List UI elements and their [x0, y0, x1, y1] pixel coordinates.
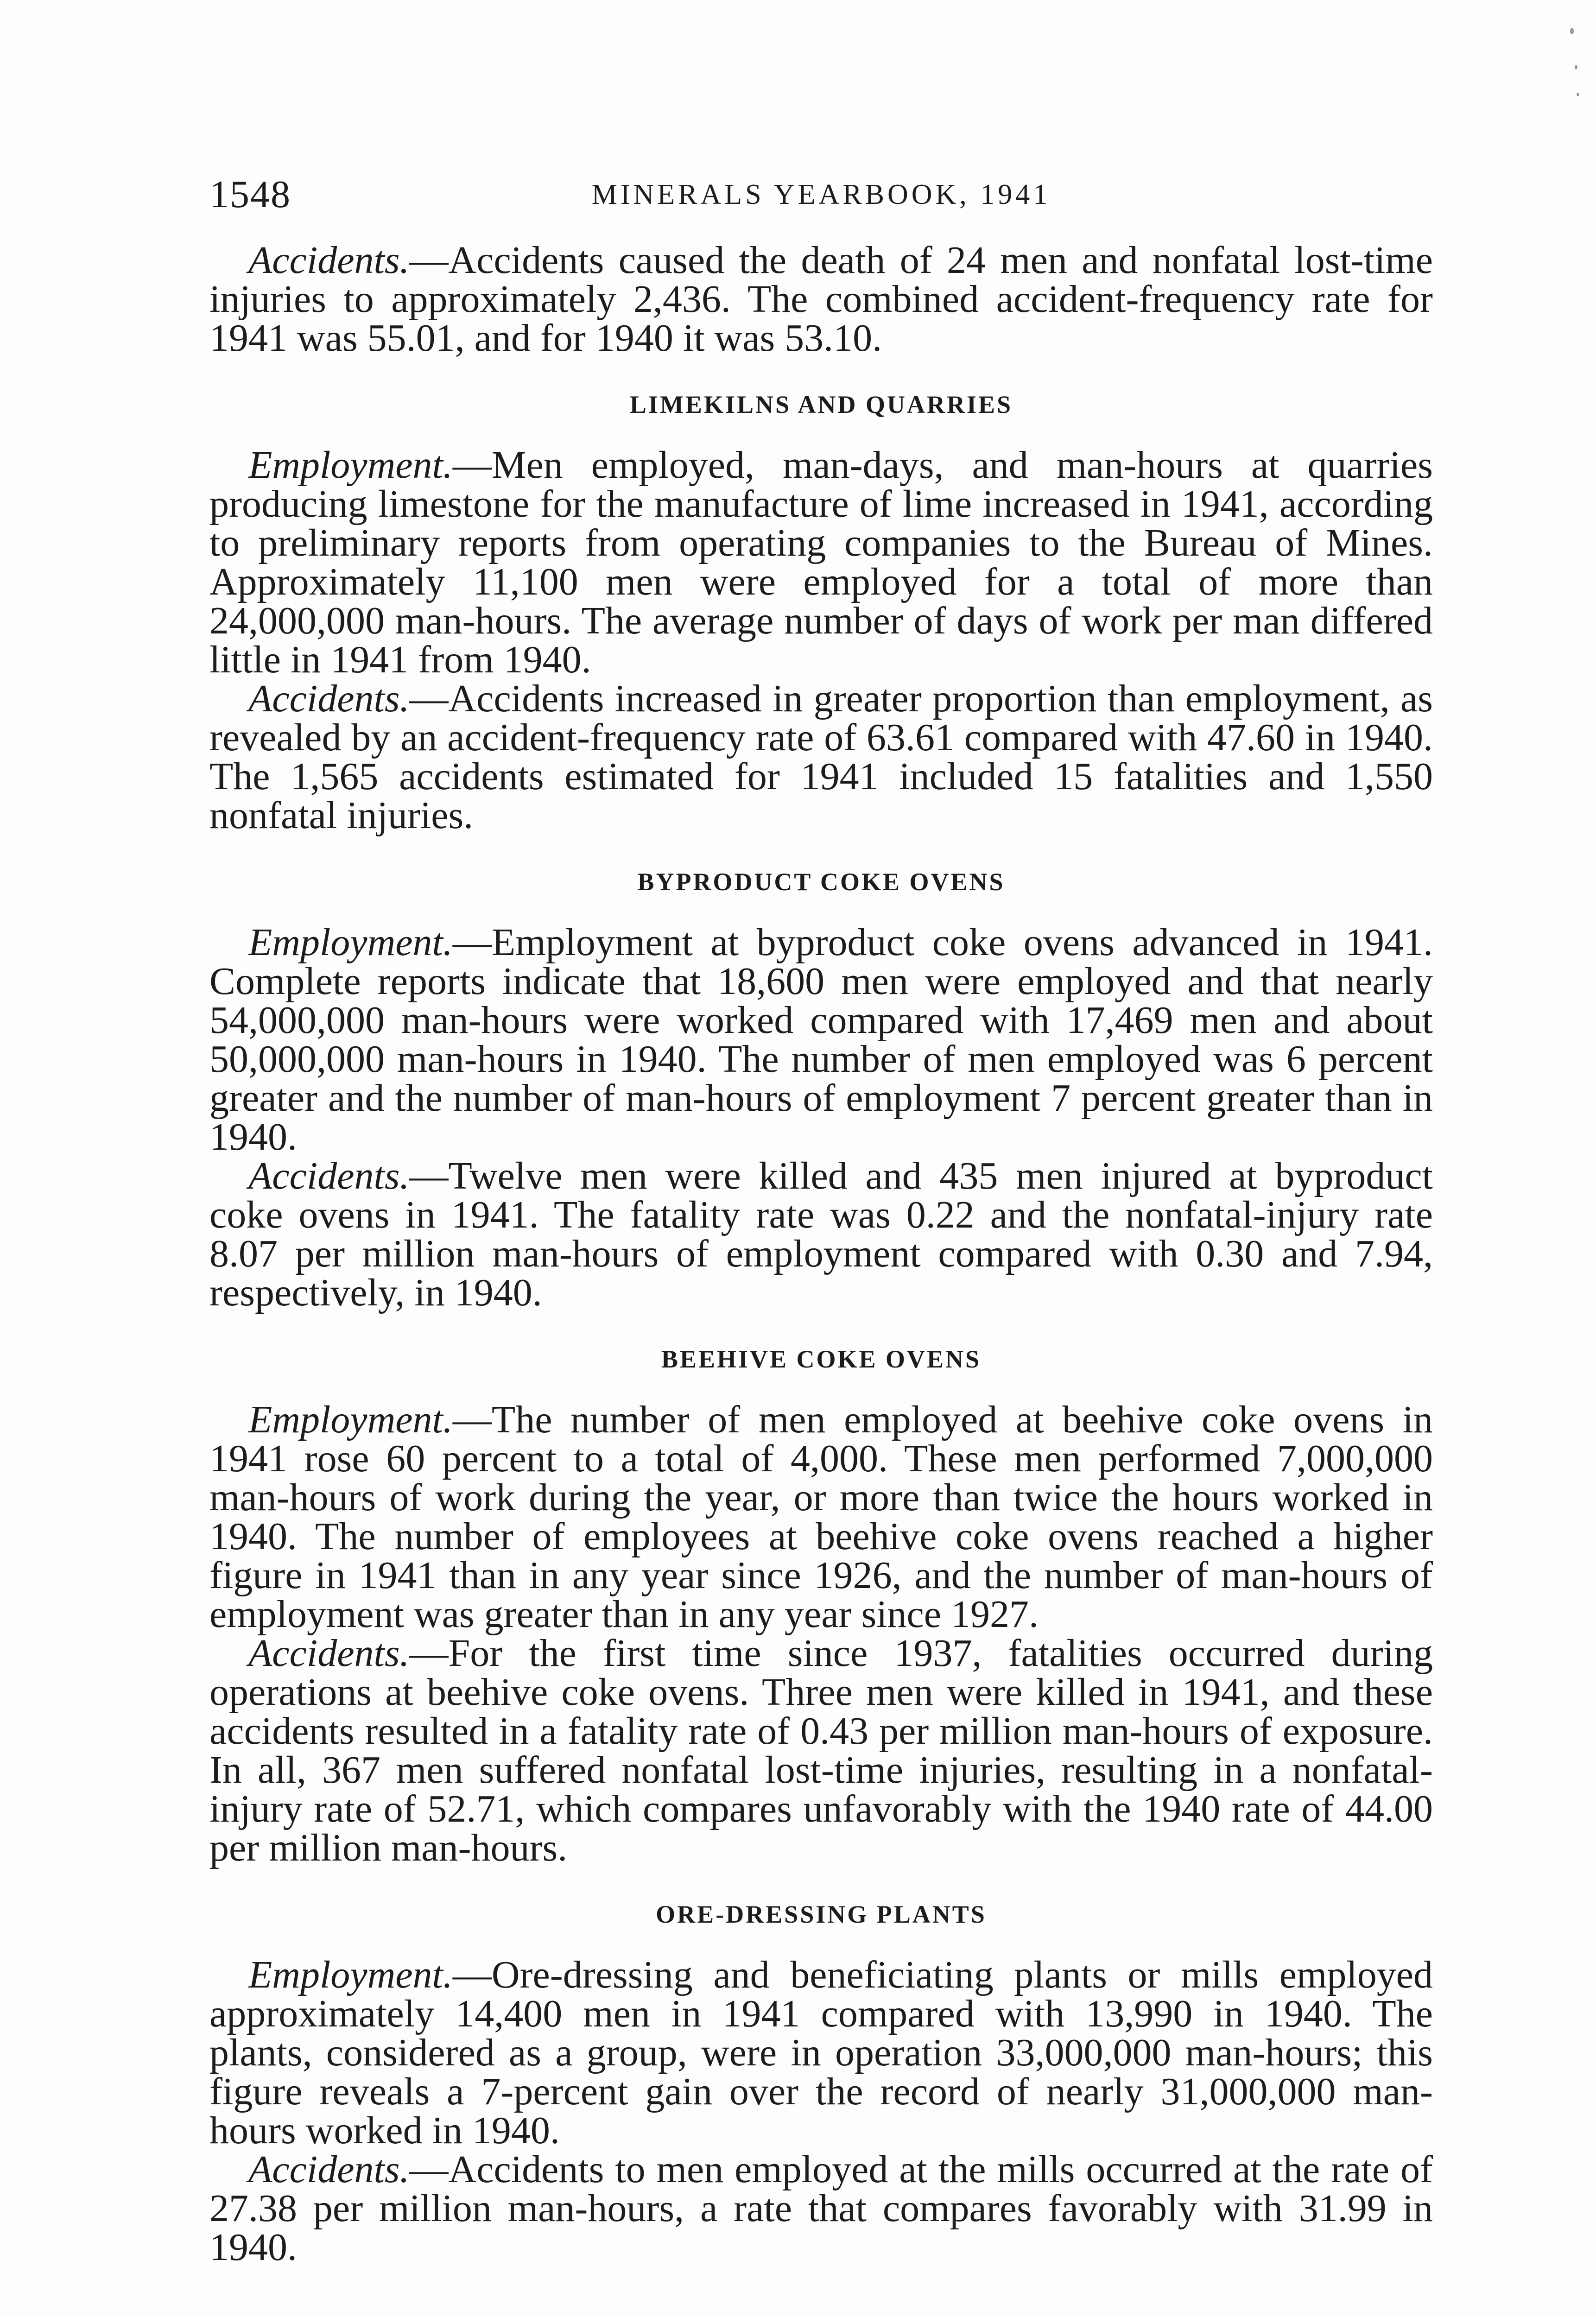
paragraph-lead: Accidents.: [248, 677, 410, 720]
employment-paragraph: [209, 1953, 1433, 2152]
paragraph-text: —Accidents increased in greater proportion than employment, as revealed by an accident-frequency rate of 63.61 compared with 47.60 in 1940. The 1,565 accidents estimated for 1941 included 15 fatalities and 1,550 nonfatal injuries.: [209, 677, 1433, 837]
paragraph-text: —The number of men employed at beehive coke ovens in 1941 rose 60 percent to a total of 4,000. These men performed 7,000,000 man-hours of work during the year, or more than twice the hours worked in 1940. The number of employees at beehive coke ovens reached a higher figure in 1941 than in any year since 1926, and the number of man-hours of employment was greater than in any year since 1927.: [209, 1398, 1433, 1636]
paragraph-text: —Accidents to men employed at the mills occurred at the rate of 27.38 per million man-hours, a rate that compares favorably with 31.99 in 1940.: [209, 2148, 1433, 2269]
paragraph-text: —Twelve men were killed and 435 men injured at byproduct coke ovens in 1941. The fatality rate was 0.22 and the nonfatal-injury rate 8.07 per million man-hours of employment compared with 0.30 and 7.94, respectively, in 1940.: [209, 1154, 1433, 1314]
section-limekilns-and-quarries: [209, 388, 1433, 835]
paragraph-lead: Accidents.: [248, 239, 410, 282]
paragraph-text: —Ore-dressing and beneficiating plants or mills employed approximately 14,400 men in 1941 compared with 13,990 in 1940. The plants, considered as a group, were in operation 33,000,000 man-hours; this figure reveals a 7-percent gain over the record of nearly 31,000,000 man-hours worked in 1940.: [209, 1953, 1433, 2152]
accidents-paragraph: [209, 679, 1433, 835]
intro-accidents-paragraph: [209, 241, 1433, 358]
paragraph-lead: Employment.: [248, 1953, 453, 1996]
accidents-paragraph: [209, 1634, 1433, 1868]
page-number: 1548: [209, 173, 291, 216]
paragraph-text: —Employment at byproduct coke ovens advanced in 1941. Complete reports indicate that 18,600 men were employed and that nearly 54,000,000 man-hours were worked compared with 17,469 men and about 50,000,000 man-hours in 1940. The number of men employed was 6 percent greater and the number of man-hours of employment 7 percent greater than in 1940.: [209, 921, 1433, 1158]
paragraph-text: —For the first time since 1937, fatalities occurred during operations at beehive coke ovens. Three men were killed in 1941, and these accidents resulted in a fatality rate of 0.43 per million man-hours of exposure. In all, 367 men suffered nonfatal lost-time injuries, resulting in a nonfatal-injury rate of 52.71, which compares unfavorably with the 1940 rate of 44.00 per million man-hours.: [209, 1632, 1433, 1869]
section-byproduct-coke-ovens: [209, 866, 1433, 1312]
section-heading: BEEHIVE COKE OVENS: [661, 1345, 982, 1373]
body-text: [209, 241, 1433, 2267]
page-header: [209, 167, 1433, 222]
employment-paragraph: [209, 443, 1433, 681]
paragraph-lead: Employment.: [248, 1398, 453, 1441]
section-heading: ORE-DRESSING PLANTS: [656, 1900, 987, 1928]
paragraph-lead: Accidents.: [248, 1632, 410, 1675]
paragraph-lead: Accidents.: [248, 1154, 410, 1197]
paragraph-lead: Employment.: [248, 921, 453, 964]
employment-paragraph: [209, 1400, 1433, 1634]
section-heading: BYPRODUCT COKE OVENS: [637, 868, 1005, 896]
section-beehive-coke-ovens: [209, 1343, 1433, 1868]
section-heading: LIMEKILNS AND QUARRIES: [629, 391, 1013, 418]
section-ore-dressing-plants: [209, 1898, 1433, 2267]
scan-speck: [1577, 93, 1579, 96]
employment-paragraph: [209, 923, 1433, 1157]
running-head: MINERALS YEARBOOK, 1941: [591, 179, 1051, 210]
accidents-paragraph: [209, 1154, 1433, 1314]
paragraph-lead: Employment.: [248, 443, 453, 487]
paragraph-lead: Accidents.: [248, 2148, 410, 2191]
scan-speck: [1570, 28, 1574, 34]
scan-speck: [1575, 65, 1577, 70]
accidents-paragraph: [209, 2150, 1433, 2267]
paragraph-text: —Men employed, man-days, and man-hours at quarries producing limestone for the manufacture of lime increased in 1941, according to preliminary reports from operating companies to the Bureau of Mines. Approximately 11,100 men were employed for a total of more than 24,000,000 man-hours. The average number of days of work per man differed little in 1941 from 1940.: [209, 443, 1433, 681]
paragraph-text: —Accidents caused the death of 24 men and nonfatal lost-time injuries to approximately 2,436. The combined accident-frequency rate for 1941 was 55.01, and for 1940 it was 53.10.: [209, 239, 1433, 360]
